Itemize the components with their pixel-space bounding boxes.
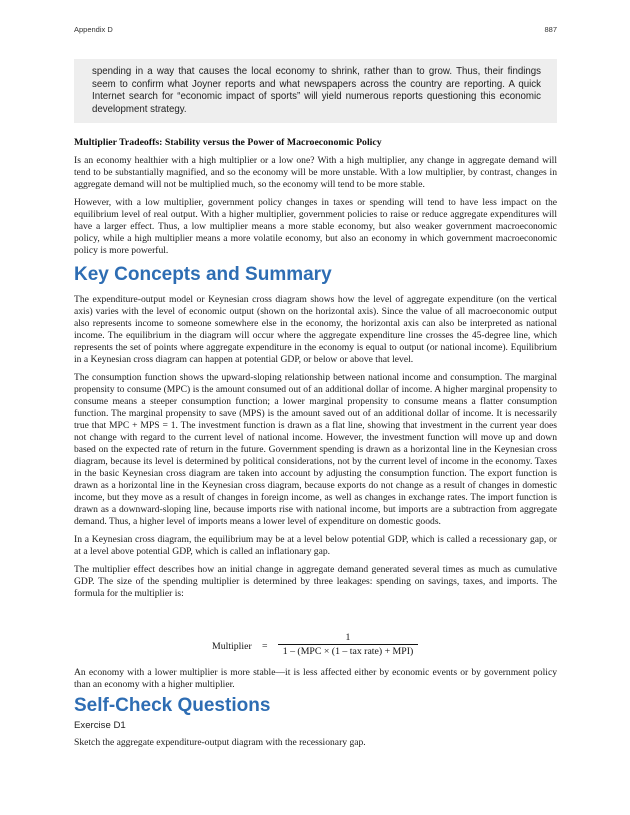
summary-closing: [74, 667, 557, 691]
summary-paragraph-5: An economy with a lower multiplier is more stable—it is less affected either by economic events or by government policy than an economy with a higher multiplier.: [74, 667, 557, 690]
summary-paragraph-1: The expenditure-output model or Keynesian cross diagram shows how the level of aggregate expenditure (on the vertical axis) varies with the level of economic output (shown on the horizontal axis). Since the value of all macroeconomic output also represents income to someone somewhere else in the economy, the horizontal axis can also be interpreted as national income. The equilibrium in the diagram will occur where the aggregate expenditure line crosses the 45-degree line, which represents the set of points where aggregate expenditure in the economy is equal to output (or national income). Equilibrium in a Keynesian cross diagram can happen at potential GDP, or below or above that level.: [74, 294, 557, 365]
feature-box-continuation: [74, 59, 557, 123]
exercise-section: [74, 737, 557, 749]
tradeoffs-heading: Multiplier Tradeoffs: Stability versus the Power of Macroeconomic Policy: [74, 137, 382, 148]
tradeoffs-paragraph-1: Is an economy healthier with a high multiplier or a low one? With a high multiplier, any change in aggregate demand will tend to be substantially magnified, and so the economy will be more unstable. With a low multiplier, by contrast, changes in aggregate demand will not be multiplied much, so the economy will tend to be more stable.: [74, 155, 557, 190]
summary-paragraph-4: The multiplier effect describes how an initial change in aggregate demand generated several times as much as cumulative GDP. The size of the spending multiplier is determined by three leakages: spending on savings, taxes, and imports. The formula for the multiplier is:: [74, 564, 557, 599]
formula-lhs: Multiplier: [212, 641, 252, 652]
summary-paragraph-3: In a Keynesian cross diagram, the equilibrium may be at a level below potential GDP, which is called a recessionary gap, or at a level above potential GDP, which is called an inflationary gap.: [74, 534, 557, 557]
formula-denominator: 1 – (MPC × (1 – tax rate) + MPI): [282, 646, 414, 657]
summary-section: [74, 294, 557, 600]
formula-fraction: [278, 632, 418, 657]
fraction-bar: [278, 644, 418, 645]
tradeoffs-paragraph-2: However, with a low multiplier, government policy changes in taxes or spending will tend to have less impact on the equilibrium level of real output. With a higher multiplier, government policies to raise or reduce aggregate expenditures will have a larger effect. Thus, a low multiplier means a more stable economy, but also weaker government macroeconomic policy, while a high multiplier means a more volatile economy, but also an economy in which government macroeconomic policy is more powerful.: [74, 197, 557, 256]
formula-numerator: 1: [345, 632, 351, 643]
self-check-heading: Self-Check Questions: [74, 695, 271, 716]
summary-paragraph-2: The consumption function shows the upward-sloping relationship between national income and consumption. The marginal propensity to consume (MPC) is the amount consumed out of an additional dollar of income. A higher marginal propensity to consume means a steeper consumption function; a lower marginal propensity to consume means a flatter consumption function. The marginal propensity to save (MPS) is the amount saved out of an additional dollar of income. It is necessarily true that MPC + MPS = 1. The investment function is drawn as a flat line, showing that investment in the current year does not change with regard to the current level of national income. However, the investment function will move up and down based on the expected rate of return in the future. Government spending is drawn as a horizontal line in the Keynesian cross diagram, because its level is determined by political considerations, not by the current level of income in the economy. Taxes in the basic Keynesian cross diagram are taken into account by adjusting the consumption function. The export function is drawn as a horizontal line in the Keynesian cross diagram, because exports do not change as a result of changes in domestic income, but they move as a result of changes in foreign income, as well as changes in exchange rates. The import function is drawn as a downward-sloping line, because imports rise with national income, but imports are a subtraction from aggregate demand. Thus, a higher level of imports means a lower level of expenditure on domestic goods.: [74, 372, 557, 527]
feature-box-text: spending in a way that causes the local economy to shrink, rather than to grow. Thus, their findings seem to confirm what Joyner reports and what newspapers across the country are reporting. A quick Internet search for “economic impact of sports” will yield numerous reports questioning this economic development strategy.: [92, 66, 541, 115]
running-header: [74, 25, 557, 37]
formula-equals: =: [262, 641, 268, 652]
header-section-label: Appendix D: [74, 25, 113, 34]
multiplier-formula: [74, 632, 557, 662]
exercise-text: Sketch the aggregate expenditure-output diagram with the recessionary gap.: [74, 737, 366, 748]
key-concepts-heading: Key Concepts and Summary: [74, 264, 332, 285]
tradeoffs-section: [74, 155, 557, 257]
exercise-label: Exercise D1: [74, 720, 126, 731]
page-number: 887: [544, 25, 557, 34]
